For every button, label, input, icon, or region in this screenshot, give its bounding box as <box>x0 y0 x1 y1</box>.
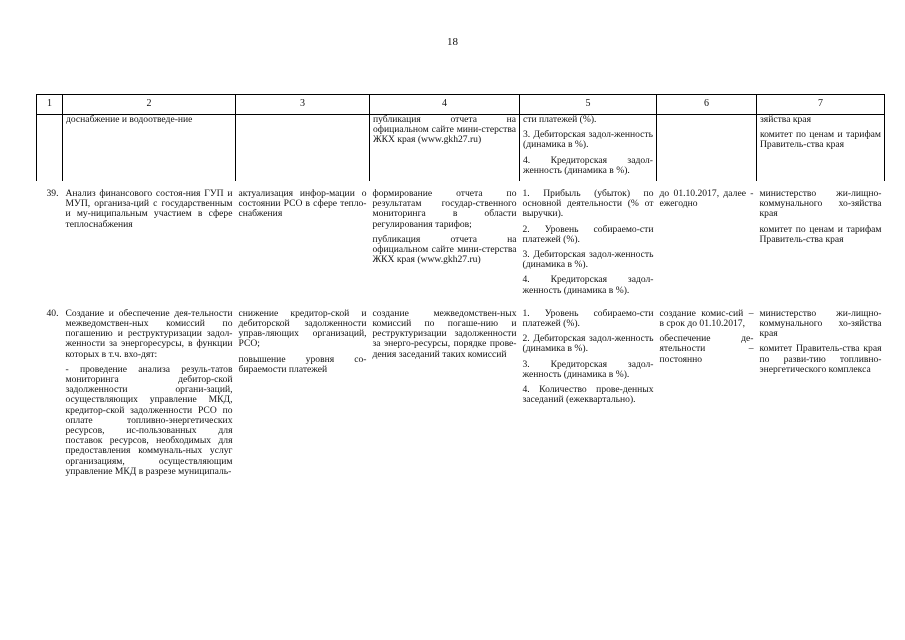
cell-paragraph: повышение уровня со-бираемости платежей <box>238 353 367 375</box>
header-col-4: 4 <box>370 95 520 115</box>
cell-paragraph: - проведение анализа резуль-татов мониторинга дебитор-ской задолженности органи-заций, осуществляющих управление МКД, кредитор-ской задолженности РСО по оплате топливно-энергетических ресурсов, ис-пользованных для поставок ресурсов, необходимых для предоставления коммуналь-ных услуг организациям, осуществляющим управление МКД в разрезе муниципаль- <box>65 363 233 477</box>
cell-paragraph: министерство жи-лищно-коммунального хо-зяйства края <box>759 188 882 220</box>
row-number: 40. <box>46 307 59 319</box>
cell-paragraph: 3. Кредиторская задол-женность (динамика в %). <box>522 358 654 380</box>
cell-paragraph: снижение кредитор-ской и дебиторской задолженности управ-ляющих организаций, РСО; <box>238 307 367 350</box>
cell-paragraph: доснабжение и водоотведе-ние <box>66 114 193 125</box>
header-col-1: 1 <box>37 95 63 115</box>
cell-c6 <box>657 309 757 482</box>
cell-paragraph: 4. Кредиторская задол-женность (динамика в %). <box>522 274 654 296</box>
cell-paragraph: комитет Правитель-ства края по разви-тию топливно-энергетического комплекса <box>759 343 882 375</box>
cell-paragraph: до 01.10.2017, далее - ежегодно <box>659 188 754 210</box>
cell-paragraph: 4. Количество прове-денных заседаний (ежеквартально). <box>522 384 654 406</box>
cell-c3 <box>236 115 370 182</box>
cell-paragraph: публикация отчета на официальном сайте мини-стерства ЖКХ края (www.gkh27.ru) <box>372 233 517 266</box>
cell-c5 <box>520 115 657 182</box>
header-col-3: 3 <box>236 95 370 115</box>
header-col-5: 5 <box>520 95 657 115</box>
header-col-7: 7 <box>757 95 885 115</box>
header-col-2: 2 <box>63 95 236 115</box>
measures-table <box>36 94 885 482</box>
cell-paragraph: Анализ финансового состоя-ния ГУП и МУП, организа-ций с государственным и му-ниципальным участием в сфере теплоснабжения <box>65 188 233 230</box>
cell-c6 <box>657 115 757 182</box>
cell-c3 <box>236 309 370 482</box>
cell-paragraph: министерство жи-лищно-коммунального хо-зяйства края <box>759 307 882 340</box>
cell-paragraph: сти платежей (%). <box>523 114 597 125</box>
cell-paragraph: формирование отчета по результатам государ-ственного мониторинга в области регулирования тарифов; <box>372 188 517 230</box>
page-number: 18 <box>447 36 458 48</box>
cell-c4 <box>370 115 520 182</box>
cell-c7 <box>757 309 885 482</box>
cell-paragraph: создание межведомствен-ных комиссий по погаше-нию и реструктуризации задолженности за энерго-ресурсы, порядке прове-дения заседаний таких комиссий <box>372 307 517 360</box>
table-header-row <box>37 95 885 115</box>
cell-paragraph: обеспечение де-ятельности – постоянно <box>659 333 754 365</box>
cell-c2 <box>63 115 236 182</box>
cell-paragraph: зяйства края <box>760 114 811 125</box>
cell-c7 <box>757 189 885 301</box>
row-number: 39. <box>46 188 59 200</box>
cell-c4 <box>370 309 520 482</box>
cell-c4 <box>370 189 520 301</box>
table-row <box>37 115 885 182</box>
cell-c2 <box>63 189 236 301</box>
cell-paragraph: 3. Дебиторская задол-женность (динамика в %). <box>523 129 653 151</box>
cell-c6 <box>657 189 757 301</box>
table-row <box>37 189 885 301</box>
cell-paragraph: 3. Дебиторская задол-женность (динамика в %). <box>522 249 654 271</box>
cell-c2 <box>63 309 236 482</box>
row-number <box>37 115 63 182</box>
cell-paragraph: комитет по ценам и тарифам Правитель-ства края <box>759 223 882 245</box>
cell-c7 <box>757 115 885 182</box>
cell-paragraph: создание комис-сий – в срок до 01.10.2017, <box>659 307 754 330</box>
cell-paragraph: Создание и обеспечение дея-тельности межведомствен-ных комиссий по погашению и реструктуризации задол-женности за энергоресурсы, в функции которых в т.ч. вхо-дят: <box>65 307 233 360</box>
cell-paragraph: 2. Дебиторская задол-женность (динамика в %). <box>522 333 654 355</box>
cell-paragraph: публикация отчета на официальном сайте мини-стерства ЖКХ края (www.gkh27.ru) <box>373 114 516 146</box>
cell-paragraph: 4. Кредиторская задол-женность (динамика в %). <box>523 154 653 176</box>
cell-paragraph: комитет по ценам и тарифам Правитель-ства края <box>760 129 881 151</box>
header-col-6: 6 <box>657 95 757 115</box>
cell-c5 <box>520 189 657 301</box>
cell-paragraph: 1. Прибыль (убыток) по основной деятельности (% от выручки). <box>522 188 654 220</box>
cell-paragraph: 1. Уровень собираемо-сти платежей (%). <box>522 307 654 330</box>
cell-c3 <box>236 189 370 301</box>
cell-c5 <box>520 309 657 482</box>
cell-paragraph: 2. Уровень собираемо-сти платежей (%). <box>522 223 654 245</box>
cell-paragraph: актуализация инфор-мации о состоянии РСО в сфере тепло-снабжения <box>238 188 367 220</box>
table-row <box>37 309 885 482</box>
